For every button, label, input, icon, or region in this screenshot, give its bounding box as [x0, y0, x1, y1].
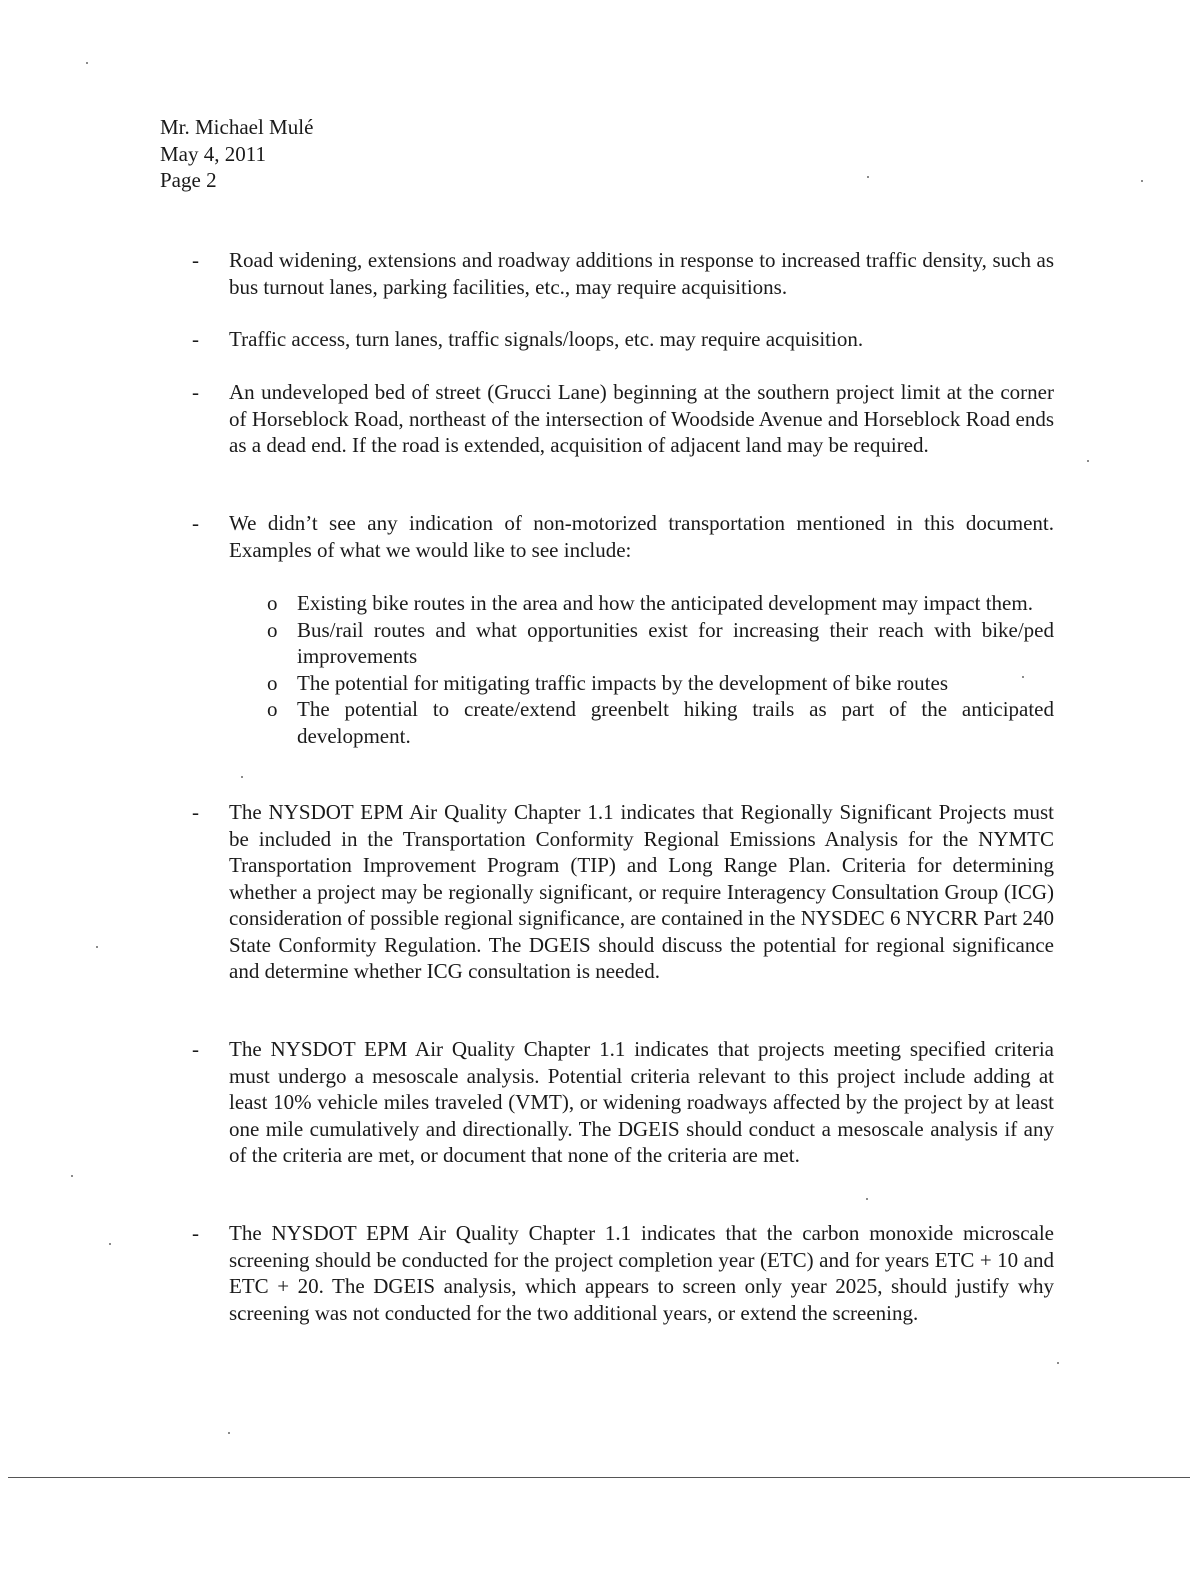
letter-date: May 4, 2011: [160, 141, 266, 166]
sub-list-item-2: [192, 617, 1054, 670]
dash-marker: -: [192, 327, 199, 351]
comment-item-6: [192, 1036, 1054, 1169]
comment-item-5: [192, 799, 1054, 985]
dash-marker: -: [192, 248, 199, 272]
comment-item-4: [192, 510, 1054, 749]
comment-text: Traffic access, turn lanes, traffic signals/loops, etc. may require acquisition.: [229, 327, 864, 351]
sub-list-text: The potential for mitigating traffic impacts by the development of bike routes: [297, 670, 949, 695]
scan-speck: [1057, 1362, 1059, 1364]
comment-text: Road widening, extensions and roadway additions in response to increased traffic density, such as bus turnout lanes, parking facilities, etc., may require acquisitions.: [229, 248, 1054, 299]
scan-speck: [867, 176, 869, 178]
scan-speck: [228, 1432, 230, 1434]
dash-marker: -: [192, 800, 199, 824]
comment-item-1: [192, 247, 1054, 300]
dash-marker: -: [192, 1037, 199, 1061]
scan-speck: [86, 62, 88, 64]
page-bottom-rule: [8, 1477, 1190, 1478]
sub-list-text: Bus/rail routes and what opportunities exist for increasing their reach with bike/ped improvements: [297, 617, 1054, 668]
scan-speck: [96, 946, 98, 948]
comment-item-2: [192, 326, 1054, 353]
comment-text: The NYSDOT EPM Air Quality Chapter 1.1 indicates that projects meeting specified criteria must undergo a mesoscale analysis. Potential criteria relevant to this project include adding at least 10% vehicle miles traveled (VMT), or widening roadways affected by the project by at least one mile cumulatively and directionally. The DGEIS should conduct a mesoscale analysis if any of the criteria are met, or document that none of the criteria are met.: [229, 1037, 1054, 1167]
sub-list-item-3: [192, 670, 1054, 697]
dash-marker: -: [192, 380, 199, 404]
scan-speck: [1087, 460, 1089, 462]
comment-item-7: [192, 1220, 1054, 1326]
circle-bullet: o: [267, 591, 278, 615]
sub-list-item-4: [192, 696, 1054, 749]
comment-item-3: [192, 379, 1054, 459]
letter-header: [160, 114, 660, 194]
sub-list-text: Existing bike routes in the area and how the anticipated development may impact them.: [297, 591, 1033, 615]
dash-marker: -: [192, 1221, 199, 1245]
circle-bullet: o: [267, 670, 278, 695]
sub-list-text: The potential to create/extend greenbelt hiking trails as part of the anticipated development.: [297, 697, 1054, 748]
recipient-name: Mr. Michael Mulé: [160, 115, 314, 139]
scan-speck: [1141, 180, 1143, 182]
comment-text: An undeveloped bed of street (Grucci Lane) beginning at the southern project limit at the corner of Horseblock Road, northeast of the intersection of Woodside Avenue and Horseblock Road ends as a dead end. If the road is extended, acquisition of adjacent land may be required.: [229, 380, 1054, 457]
scan-speck: [241, 776, 243, 778]
dash-marker: -: [192, 511, 199, 535]
scan-speck: [866, 1198, 868, 1200]
scan-speck: [71, 1175, 73, 1177]
circle-bullet: o: [267, 697, 278, 721]
page-number: Page 2: [160, 168, 217, 192]
comment-text: We didn’t see any indication of non-motorized transportation mentioned in this document. Examples of what we would like to see include:: [229, 511, 1054, 562]
scan-speck: [109, 1243, 111, 1245]
sub-list-item-1: [192, 590, 1054, 617]
comment-text: The NYSDOT EPM Air Quality Chapter 1.1 indicates that the carbon monoxide microscale screening should be conducted for the project completion year (ETC) and for years ETC + 10 and ETC + 20. The DGEIS analysis, which appears to screen only year 2025, should justify why screening was not conducted for the two additional years, or extend the screening.: [229, 1221, 1054, 1325]
circle-bullet: o: [267, 617, 278, 642]
scan-speck: [1022, 676, 1024, 678]
comment-text: The NYSDOT EPM Air Quality Chapter 1.1 indicates that Regionally Significant Projects must be included in the Transportation Conformity Regional Emissions Analysis for the NYMTC Transportation Improvement Program (TIP) and Long Range Plan. Criteria for determining whether a project may be regionally significant, or require Interagency Consultation Group (ICG) consideration of possible regional significance, are contained in the NYSDEC 6 NYCRR Part 240 State Conformity Regulation. The DGEIS should discuss the potential for regional significance and determine whether ICG consultation is needed.: [229, 800, 1054, 983]
